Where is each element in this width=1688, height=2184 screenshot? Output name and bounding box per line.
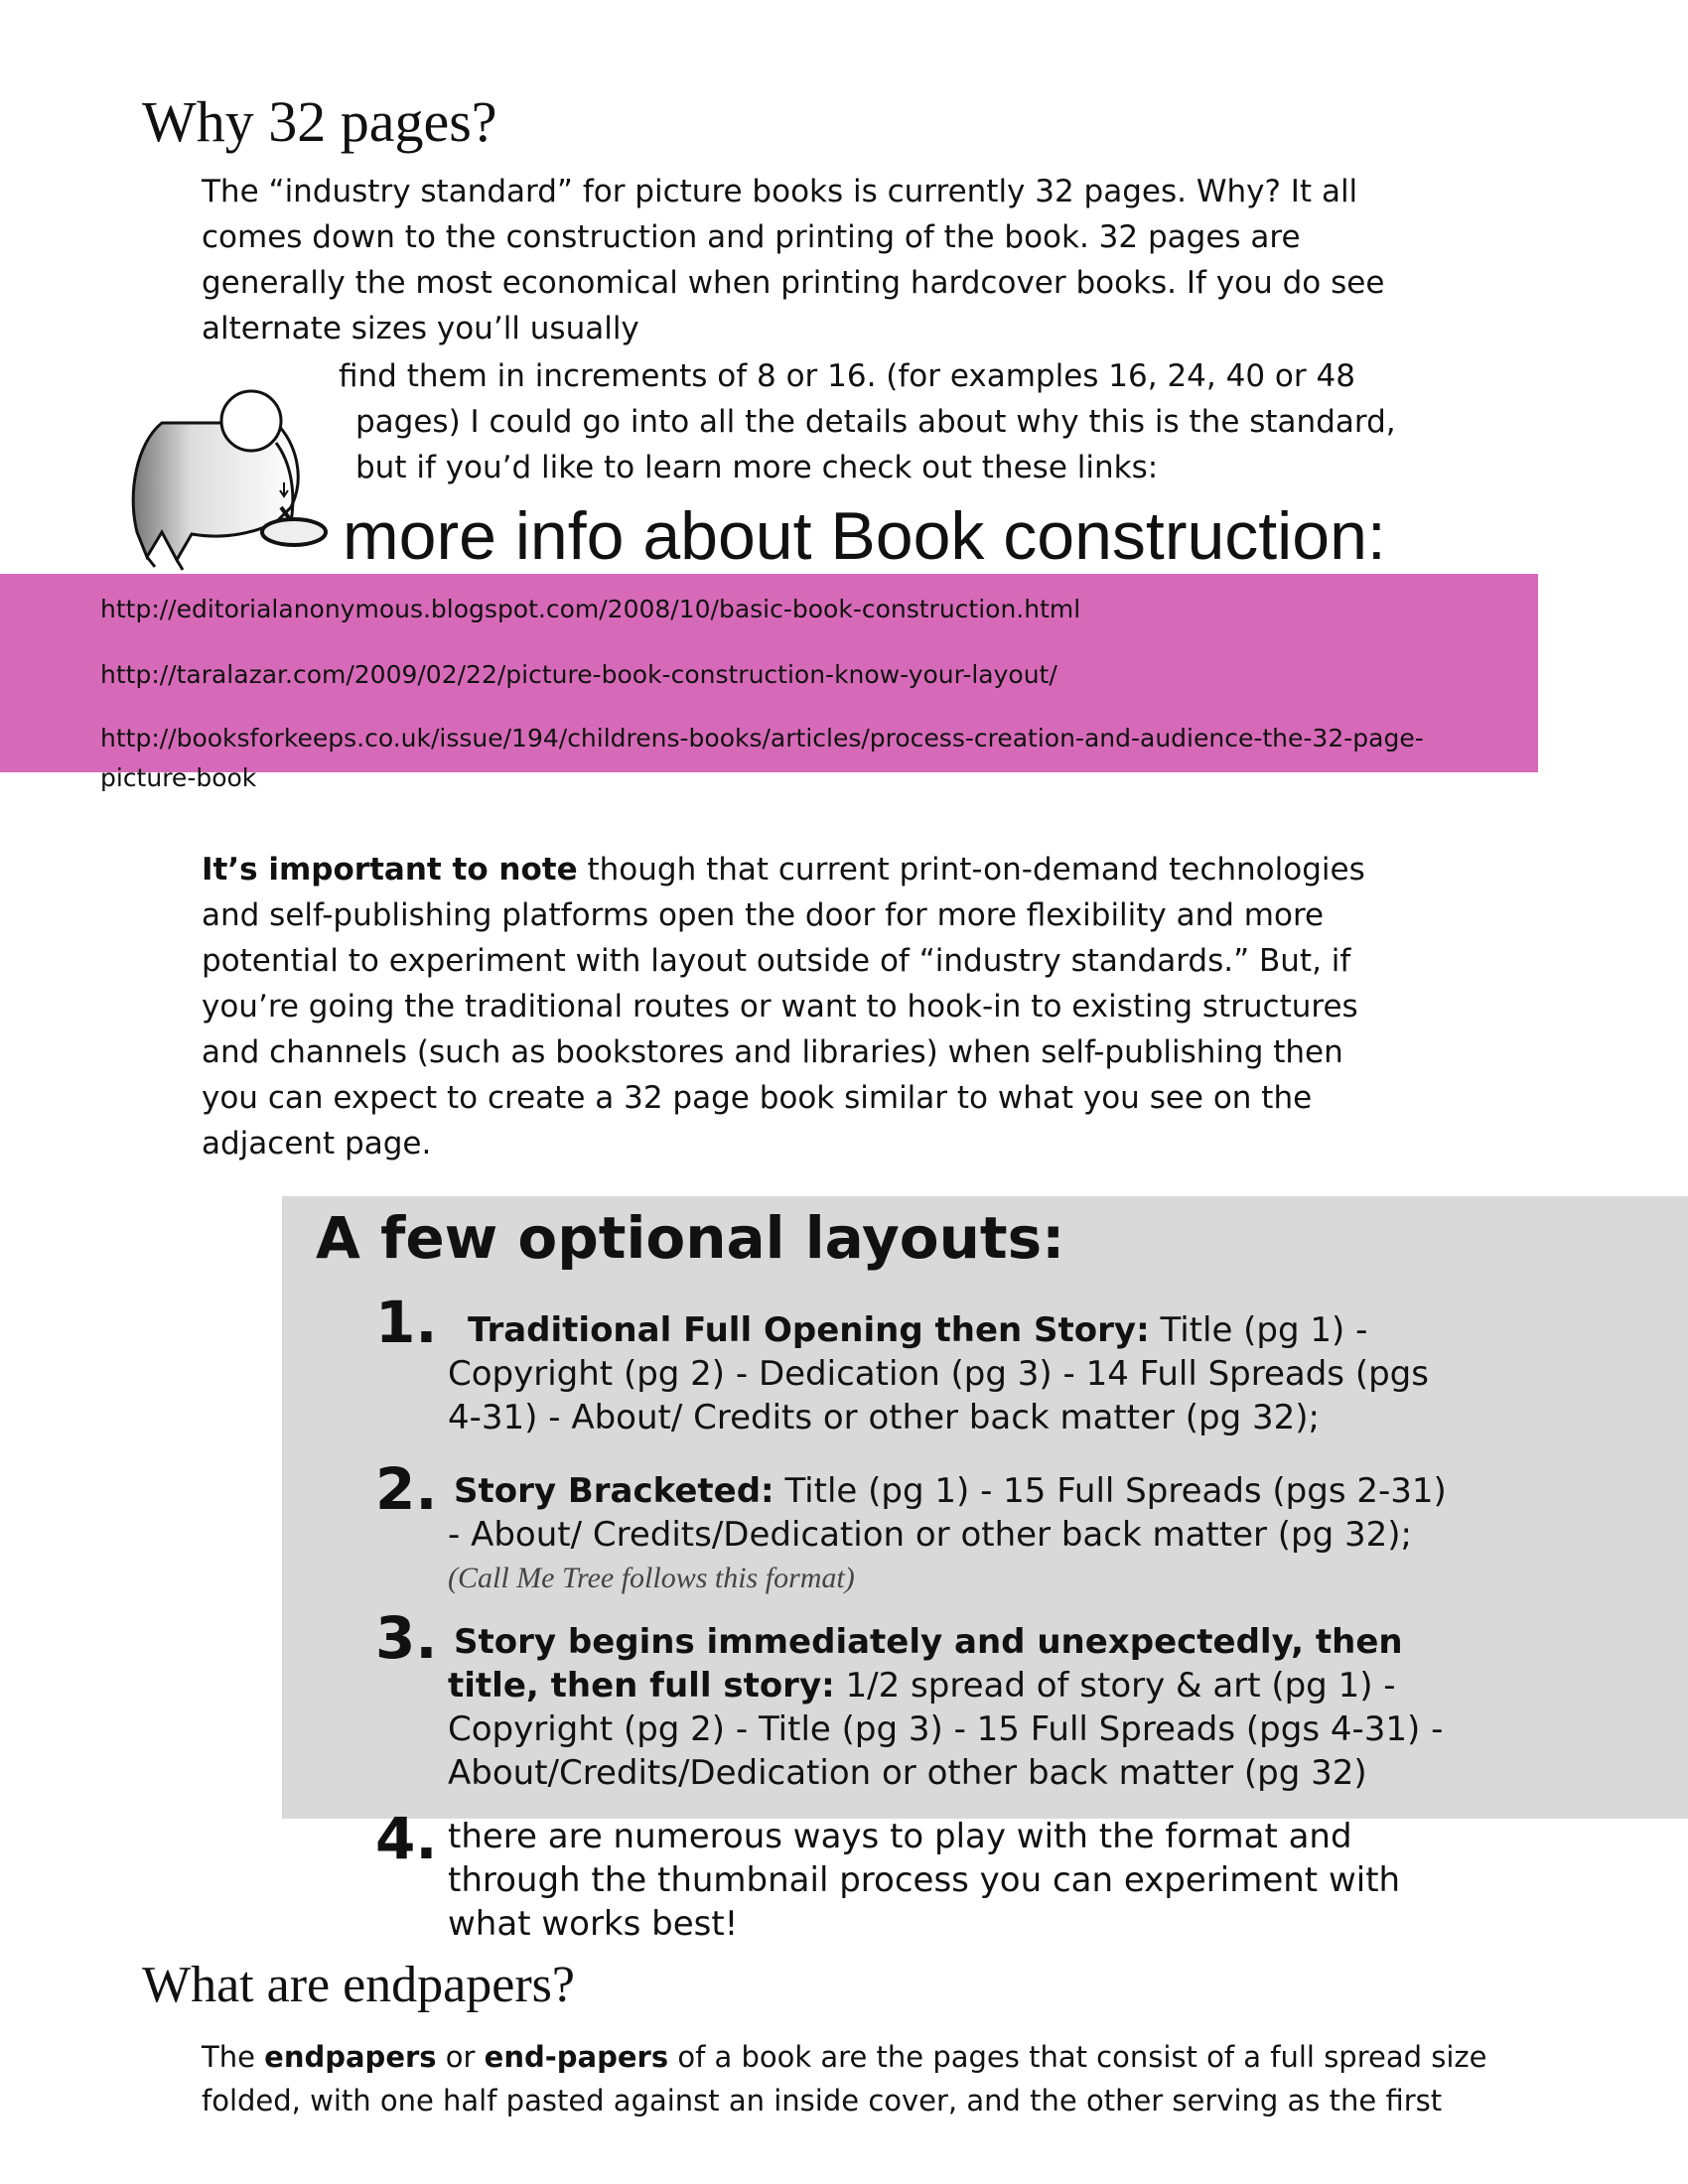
link-editorial-anonymous[interactable]: http://editorialanonymous.blogspot.com/2008/10/basic-book-construction.html [100, 595, 1081, 623]
list-number: 1. [375, 1289, 438, 1356]
layout-item-immediate-start [448, 1620, 1461, 1795]
layout-item-note: (Call Me Tree follows this format) [448, 1562, 855, 1594]
important-note-lead: It’s important to note [202, 852, 578, 887]
intro-paragraph: The “industry standard” for picture books is currently 32 pages. Why? It all comes down to the construction and printing of the book. 32 pages are generally the most economical when printing hardcover books. If you do see alternate sizes you’ll usually [202, 174, 1385, 346]
magnifying-glass-figure-illustration [107, 383, 355, 582]
endpapers-text: The [202, 2040, 265, 2074]
endpapers-text: or [436, 2040, 485, 2074]
link-books-for-keeps[interactable]: http://booksforkeeps.co.uk/issue/194/childrens-books/articles/process-creation-and-audience-the-32-page-picture-book [100, 724, 1424, 792]
list-number: 2. [375, 1455, 438, 1523]
intro-line: but if you’d like to learn more check out these links: [355, 450, 1159, 485]
endpapers-paragraph [202, 2035, 1492, 2122]
layouts-heading: A few optional layouts: [316, 1204, 1065, 1272]
layout-item-text: Title (pg 1) - 15 Full Spreads (pgs 2-31) - About/ Credits/Dedication or other back matter (pg 32); [448, 1471, 1447, 1555]
endpapers-term-alt: end-papers [484, 2040, 669, 2074]
more-info-heading: more info about Book construction: [343, 498, 1386, 574]
layout-item-title: Story Bracketed: [454, 1471, 774, 1511]
list-number: 4. [375, 1805, 438, 1872]
layout-item-other-ways [448, 1815, 1461, 1946]
intro-line: find them in increments of 8 or 16. (for examples 16, 24, 40 or 48 [339, 358, 1355, 394]
link-tara-lazar[interactable]: http://taralazar.com/2009/02/22/picture-book-construction-know-your-layout/ [100, 660, 1057, 689]
endpapers-term: endpapers [264, 2040, 437, 2074]
section-heading-endpapers: What are endpapers? [142, 1957, 575, 2013]
layout-item-title: Traditional Full Opening then Story: [468, 1310, 1150, 1350]
layout-item-title: Story begins immediately and unexpectedly, then title, then full story: [448, 1622, 1403, 1706]
layout-item-text: Title (pg 1) - Copyright (pg 2) - Dedication (pg 3) - 14 Full Spreads (pgs 4-31) - About/ Credits or other back matter (pg 32); [448, 1310, 1429, 1437]
endpapers-text: of a book are the pages that consist of a full spread size folded, with one half pasted against an inside cover, and the other serving as the first [202, 2040, 1487, 2117]
layout-item-text: 1/2 spread of story & art (pg 1) - Copyright (pg 2) - Title (pg 3) - 15 Full Spreads (pgs 4-31) - About/Credits/Dedication or other back matter (pg 32) [448, 1666, 1444, 1793]
list-number: 3. [375, 1604, 438, 1672]
section-heading-why-32-pages: Why 32 pages? [142, 89, 497, 154]
intro-line: pages) I could go into all the details about why this is the standard, [355, 404, 1396, 440]
layout-item-traditional [448, 1308, 1461, 1439]
layout-item-text: there are numerous ways to play with the format and through the thumbnail process you can experiment with what works best! [448, 1817, 1401, 1944]
layout-item-bracketed [448, 1469, 1461, 1600]
important-note-text: though that current print-on-demand technologies and self-publishing platforms open the door for more flexibility and more potential to experiment with layout outside of “industry standards.” But, if you’re going the traditional routes or want to hook-in to existing structures and channels (such as bookstores and libraries) when self-publishing then you can expect to create a 32 page book similar to what you see on the adjacent page. [202, 852, 1365, 1161]
important-note-paragraph [202, 847, 1393, 1166]
